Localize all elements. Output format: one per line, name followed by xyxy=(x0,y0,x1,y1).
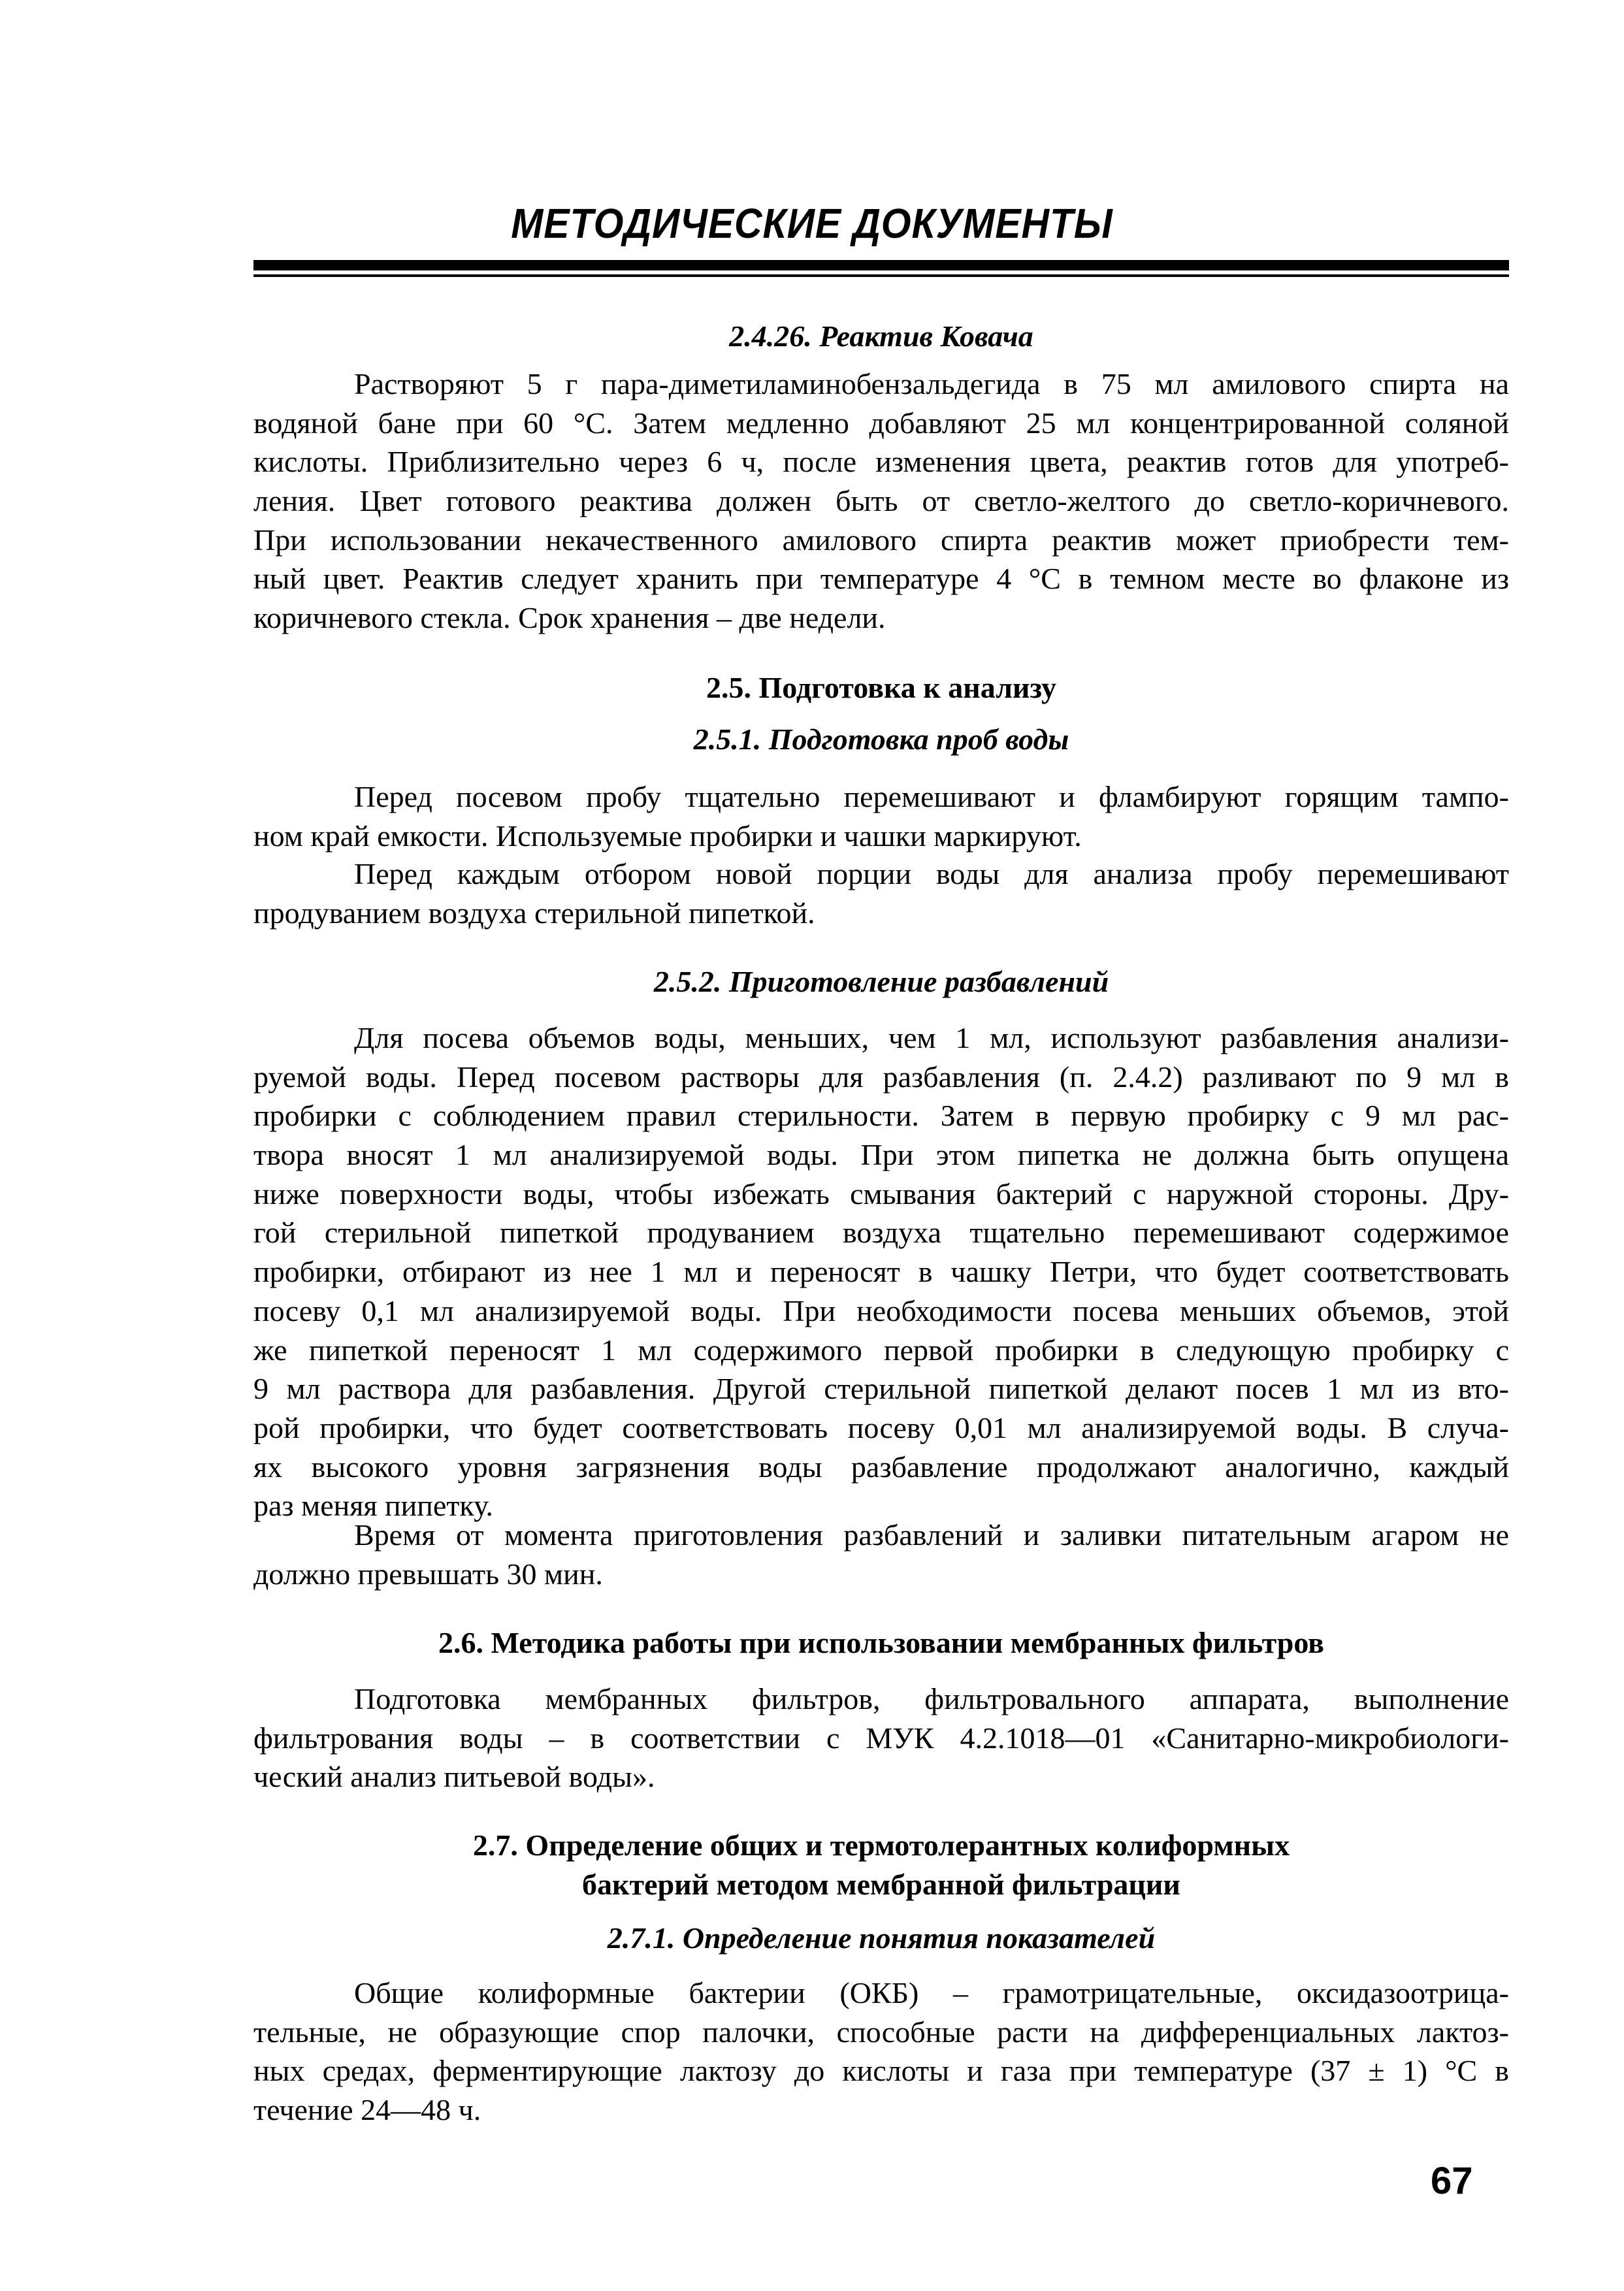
text-line: течение 24—48 ч. xyxy=(253,2093,481,2127)
heading-line: 2.4.26. Реактив Ковача xyxy=(729,319,1033,353)
section-heading xyxy=(253,1623,1509,1663)
text-line: рой пробирки, что будет соответствовать посеву 0,01 мл анализируемой воды. В случа- xyxy=(253,1410,1509,1444)
text-line: ном край емкости. Используемые пробирки и чашки маркируют. xyxy=(253,819,1082,853)
text-line: ный цвет. Реактив следует хранить при температуре 4 °С в темном месте во флаконе из xyxy=(253,562,1509,596)
text-line: коричневого стекла. Срок хранения – две недели. xyxy=(253,601,886,635)
text-line: твора вносят 1 мл анализируемой воды. При этом пипетка не должна быть опущена xyxy=(253,1138,1509,1172)
section-heading xyxy=(253,668,1509,707)
heading-line: 2.7.1. Определение понятия показателей xyxy=(607,1921,1156,1955)
section-heading xyxy=(253,720,1509,759)
heading-line: 2.6. Методика работы при использовании мембранных фильтров xyxy=(438,1626,1325,1659)
heading-line: 2.5.2. Приготовление разбавлений xyxy=(653,965,1109,998)
text-line: тельные, не образующие спор палочки, способные расти на дифференциальных лактоз- xyxy=(253,2015,1509,2049)
text-line: Подготовка мембранных фильтров, фильтровального аппарата, выполнение xyxy=(354,1682,1509,1715)
section-heading xyxy=(253,1826,1509,1904)
heading-line: 2.5. Подготовка к анализу xyxy=(706,671,1057,704)
text-line: руемой воды. Перед посевом растворы для разбавления (п. 2.4.2) разливают по 9 мл в xyxy=(253,1060,1509,1094)
running-header-title: МЕТОДИЧЕСКИЕ ДОКУМЕНТЫ xyxy=(511,200,1113,247)
paragraph xyxy=(253,1680,1509,1796)
section-heading xyxy=(253,962,1509,1001)
text-line: Для посева объемов воды, меньших, чем 1 мл, используют разбавления анализи- xyxy=(354,1021,1509,1054)
text-line: При использовании некачественного амилового спирта реактив может приобрести тем- xyxy=(253,523,1509,557)
text-line: Время от момента приготовления разбавлений и заливки питательным агаром не xyxy=(354,1518,1509,1552)
text-line: 9 мл раствора для разбавления. Другой стерильной пипеткой делают посев 1 мл из вто- xyxy=(253,1372,1509,1406)
text-line: ления. Цвет готового реактива должен быть от светло-желтого до светло-коричневого. xyxy=(253,484,1509,518)
paragraph xyxy=(253,1018,1509,1525)
text-line: ях высокого уровня загрязнения воды разбавление продолжают аналогично, каждый xyxy=(253,1450,1509,1484)
text-line: кислоты. Приблизительно через 6 ч, после изменения цвета, реактив готов для употреб- xyxy=(253,445,1509,479)
text-line: продуванием воздуха стерильной пипеткой. xyxy=(253,896,815,930)
text-line: посеву 0,1 мл анализируемой воды. При необходимости посева меньших объемов, этой xyxy=(253,1293,1509,1327)
text-line: же пипеткой переносят 1 мл содержимого первой пробирки в следующую пробирку с xyxy=(253,1333,1509,1367)
text-line: должно превышать 30 мин. xyxy=(253,1557,603,1591)
section-heading xyxy=(253,1919,1509,1958)
heading-line: бактерий методом мембранной фильтрации xyxy=(582,1867,1180,1901)
paragraph xyxy=(253,1974,1509,2130)
header-rule-thin xyxy=(253,274,1509,277)
text-line: пробирки, отбирают из нее 1 мл и переносят в чашку Петри, что будет соответствовать xyxy=(253,1255,1509,1289)
text-line: водяной бане при 60 °С. Затем медленно добавляют 25 мл концентрированной соляной xyxy=(253,406,1509,440)
text-line: Перед каждым отбором новой порции воды для анализа пробу перемешивают xyxy=(354,857,1509,890)
text-line: гой стерильной пипеткой продуванием воздуха тщательно перемешивают содержимое xyxy=(253,1216,1509,1250)
paragraph xyxy=(253,854,1509,932)
paragraph xyxy=(253,777,1509,855)
paragraph xyxy=(253,1516,1509,1593)
paragraph xyxy=(253,365,1509,638)
text-line: ниже поверхности воды, чтобы избежать смывания бактерий с наружной стороны. Дру- xyxy=(253,1177,1509,1210)
text-line: Растворяют 5 г пара-диметиламинобензальдегида в 75 мл амилового спирта на xyxy=(354,367,1509,400)
page-number: 67 xyxy=(1431,2160,1473,2202)
text-line: пробирки с соблюдением правил стерильности. Затем в первую пробирку с 9 мл рас- xyxy=(253,1099,1509,1133)
heading-line: 2.5.1. Подготовка проб воды xyxy=(693,723,1069,756)
text-line: Общие колиформные бактерии (ОКБ) – грамотрицательные, оксидазоотрица- xyxy=(354,1976,1509,2009)
text-line: ных средах, ферментирующие лактозу до кислоты и газа при температуре (37 ± 1) °С в xyxy=(253,2054,1509,2088)
text-line: раз меняя пипетку. xyxy=(253,1489,494,1523)
heading-line: 2.7. Определение общих и термотолерантных колиформных xyxy=(472,1828,1290,1862)
text-line: Перед посевом пробу тщательно перемешивают и фламбируют горящим тампо- xyxy=(354,780,1509,813)
text-line: ческий анализ питьевой воды». xyxy=(253,1760,655,1794)
header-rule xyxy=(253,260,1509,270)
section-heading xyxy=(253,317,1509,356)
text-line: фильтрования воды – в соответствии с МУК 4.2.1018—01 «Санитарно-микробиологи- xyxy=(253,1721,1509,1755)
